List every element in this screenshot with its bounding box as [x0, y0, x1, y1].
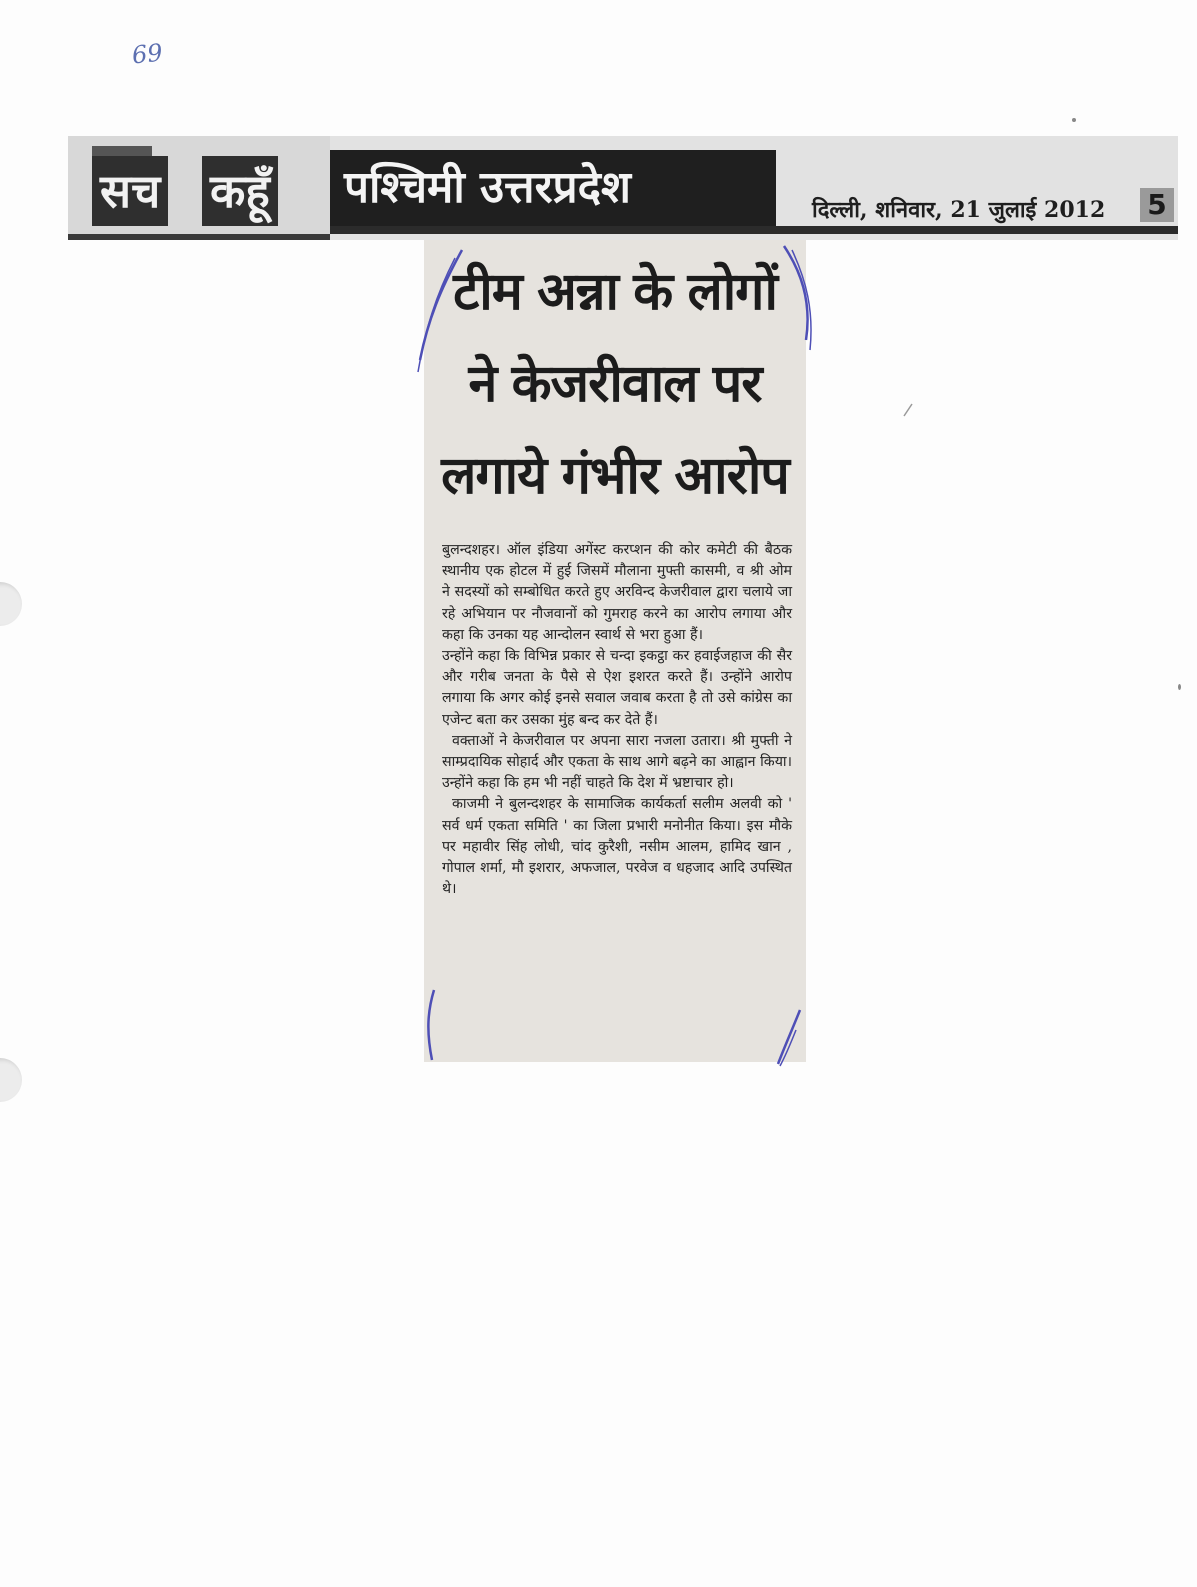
headline-line-1: टीम अन्ना के लोगों	[453, 262, 777, 322]
article-paragraph-3: वक्ताओं ने केजरीवाल पर अपना सारा नजला उतारा। श्री मुफ्ती ने साम्प्रदायिक सोहार्द और एकता के साथ आगे बढ़ने का आह्वान किया। उन्होंने कहा कि हम भी नहीं चाहते कि देश में भ्रष्टाचार हो।	[442, 732, 792, 792]
scan-speck	[1178, 684, 1181, 690]
logo-tagline-bar	[92, 146, 152, 156]
article-headline	[424, 246, 806, 522]
headline-line-3: लगाये गंभीर आरोप	[441, 446, 789, 506]
dateline: दिल्ली, शनिवार, 21 जुलाई 2012	[812, 197, 1106, 223]
scan-speck	[1072, 118, 1076, 122]
logo-word-2: कहूँ	[202, 156, 278, 226]
article-paragraph-4: काजमी ने बुलन्दशहर के सामाजिक कार्यकर्ता सलीम अलवी को ' सर्व धर्म एकता समिति ' का जिला प्रभारी मनोनीत किया। इस मौके पर महावीर सिंह लोधी, चांद कुरैशी, नसीम आलम, हामिद खान , गोपाल शर्मा, मौ इशरार, अफजाल, परवेज व धहजाद आदि उपस्थित थे।	[442, 796, 792, 898]
article-body	[442, 540, 792, 900]
section-title: पश्चिमी उत्तरप्रदेश	[330, 150, 776, 226]
article-clipping	[424, 240, 806, 1062]
article-paragraph-2: उन्होंने कहा कि विभिन्न प्रकार से चन्दा इकट्ठा कर हवाईजहाज की सैर और गरीब जनता के पैसे से ऐश इशरत करते हैं। उन्होंने आरोप लगाया कि अगर कोई इनसे सवाल जवाब करता है तो उसे कांग्रेस का एजेन्ट बता कर उसका मुंह बन्द कर देते हैं।	[442, 648, 792, 728]
page-number: 5	[1140, 188, 1174, 222]
stray-mark	[904, 404, 912, 416]
logo-word-1: सच	[92, 156, 168, 226]
masthead-rule	[330, 226, 1178, 234]
newspaper-logo	[68, 136, 330, 240]
article-paragraph-1: बुलन्दशहर। ऑल इंडिया अगेंस्ट करप्शन की कोर कमेटी की बैठक स्थानीय एक होटल में हुई जिसमें मौलाना मुफ्ती कासमी, व श्री ओम ने सदस्यों को सम्बोधित करते हुए अरविन्द केजरीवाल द्वारा चलाये जा रहे अभियान पर नौजवानों को गुमराह करने का आरोप लगाया और कहा कि उनका यह आन्दोलन स्वार्थ से भरा हुआ हैं।	[442, 542, 792, 643]
punch-hole-bottom	[0, 1058, 22, 1102]
punch-hole-top	[0, 582, 22, 626]
handwritten-page-mark: 69	[130, 38, 164, 70]
headline-line-2: ने केजरीवाल पर	[468, 354, 762, 414]
newspaper-masthead	[68, 136, 1178, 240]
